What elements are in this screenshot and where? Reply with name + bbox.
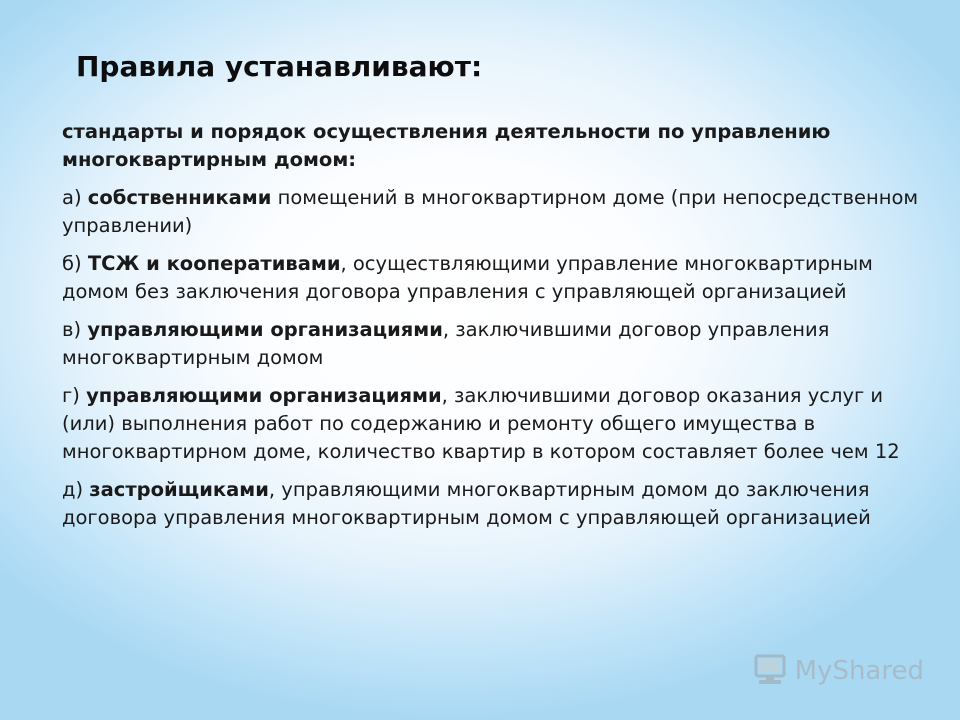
item-emphasis: застройщиками [89, 478, 269, 501]
list-item-d [62, 476, 942, 532]
slide-title: Правила устанавливают: [76, 50, 483, 83]
item-text: , заключившими договор оказания услуг и (или) выполнения работ по содержанию и ремонту общего имущества в многоквартирном доме, количество квартир в котором составляет более чем 12 [62, 384, 900, 463]
list-item-g [62, 382, 942, 466]
item-prefix: в) [62, 318, 88, 341]
computer-icon [751, 654, 789, 688]
item-text: , управляющими многоквартирным домом до заключения договора управления многоквартирным домом с управляющей организацией [62, 478, 871, 529]
item-text: , заключившими договор управления многоквартирным домом [62, 318, 830, 369]
item-prefix: а) [62, 186, 88, 209]
list-item-b [62, 250, 942, 306]
item-prefix: б) [62, 252, 88, 275]
list-item-v [62, 316, 942, 372]
list-item-a [62, 184, 942, 240]
item-prefix: д) [62, 478, 90, 501]
intro-text: стандарты и порядок осуществления деятельности по управлению многоквартирным домом: [62, 120, 831, 171]
item-text: , осуществляющими управление многоквартирным домом без заключения договора управления с управляющей организацией [62, 252, 873, 303]
item-emphasis: управляющими организациями [86, 384, 442, 407]
item-emphasis: собственниками [87, 186, 272, 209]
item-text: помещений в многоквартирном доме (при непосредственном управлении) [62, 186, 919, 237]
item-emphasis: управляющими организациями [87, 318, 443, 341]
slide-body [62, 118, 942, 542]
myshared-watermark [751, 654, 924, 688]
intro-paragraph [62, 118, 942, 174]
item-prefix: г) [62, 384, 87, 407]
item-emphasis: ТСЖ и кооперативами [87, 252, 341, 275]
watermark-text: MyShared [794, 656, 924, 686]
